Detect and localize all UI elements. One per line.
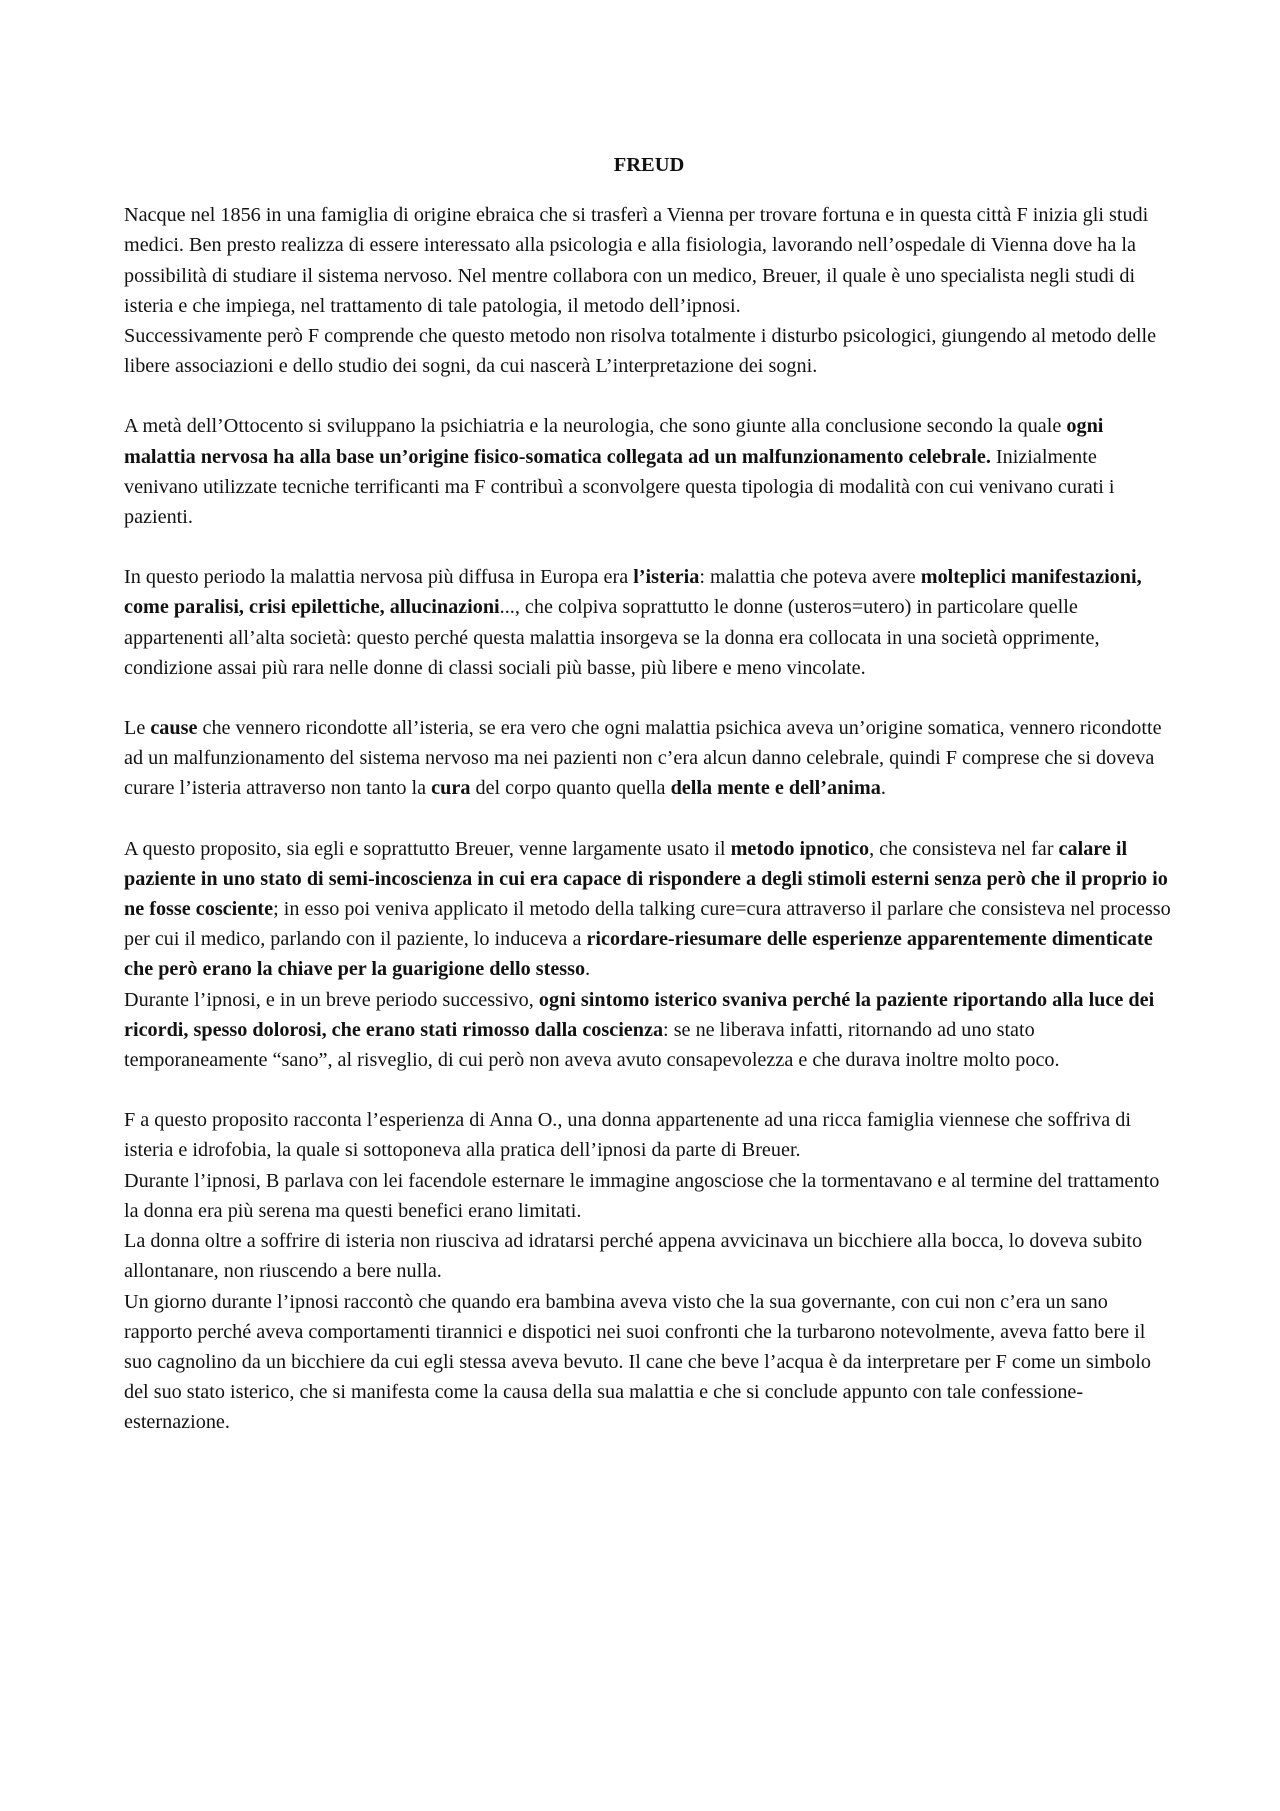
text-run: Le bbox=[124, 717, 151, 740]
text-run: Nacque nel 1856 in una famiglia di origine ebraica che si trasferì a Vienna per trovare fortuna e in questa città F inizia gli studi medici. Ben presto realizza di essere interessato alla psicologia e alla fisiologia, lavorando nell’ospedale di Vienna dove ha la possibilità di studiare il sistema nervoso. Nel mentre collabora con un medico, Breuer, il quale è uno specialista negli studi di isteria e che impiega, nel trattamento di tale patologia, il metodo dell’ipnosi. bbox=[124, 204, 1149, 317]
text-run: Inizialmente venivano utilizzate tecniche terrificanti ma F contribuì a sconvolgere questa tipologia di modalità con cui venivano curati i pazienti. bbox=[124, 445, 1115, 529]
text-run: . bbox=[585, 958, 591, 981]
paragraph bbox=[124, 1105, 1174, 1165]
text-run: A metà dell’Ottocento si sviluppano la psichiatria e la neurologia, che sono giunte alla conclusione secondo la quale bbox=[124, 415, 1067, 438]
bold-text: ogni malattia nervosa ha alla base un’origine fisico-somatica collegata ad un malfunzionamento celebrale. bbox=[124, 415, 1104, 468]
text-run: Successivamente però F comprende che questo metodo non risolva totalmente i disturbo psicologici, giungendo al metodo delle libere associazioni e dello studio dei sogni, da cui nascerà L’interpretazione dei sogni. bbox=[124, 325, 1157, 378]
paragraph bbox=[124, 1166, 1174, 1226]
bold-text: cause bbox=[150, 717, 198, 740]
text-run: F a questo proposito racconta l’esperienza di Anna O., una donna appartenente ad una ricca famiglia viennese che soffriva di isteria e idrofobia, la quale si sottoponeva alla pratica dell’ipnosi da parte di Breuer. bbox=[124, 1109, 1131, 1162]
paragraph bbox=[124, 1287, 1174, 1438]
text-run: : se ne liberava infatti, ritornando ad uno stato temporaneamente “sano”, al risveglio, di cui però non aveva avuto consapevolezza e che durava inoltre molto poco. bbox=[124, 1018, 1060, 1072]
paragraph bbox=[124, 1226, 1174, 1286]
paragraph bbox=[124, 562, 1174, 683]
bold-text: l’isteria bbox=[633, 566, 700, 589]
text-run: Durante l’ipnosi, e in un breve periodo successivo, bbox=[124, 988, 539, 1011]
text-run: del corpo quanto quella bbox=[470, 777, 671, 800]
bold-text: ricordare-riesumare delle esperienze apparentemente dimenticate che però erano la chiave per la guarigione dello stesso bbox=[124, 928, 1153, 981]
text-run: Durante l’ipnosi, B parlava con lei facendole esternare le immagine angosciose che la tormentavano e al termine del trattamento la donna era più serena ma questi benefici erano limitati. bbox=[124, 1169, 1160, 1222]
document-body bbox=[124, 200, 1174, 1437]
text-run: In questo periodo la malattia nervosa più diffusa in Europa era bbox=[124, 566, 634, 589]
bold-text: cura bbox=[431, 777, 471, 800]
paragraph bbox=[124, 321, 1174, 381]
bold-text: molteplici manifestazioni, come paralisi, crisi epilettiche, allucinazioni bbox=[124, 566, 1142, 619]
document-page bbox=[124, 150, 1174, 1438]
text-run: La donna oltre a soffrire di isteria non riusciva ad idratarsi perché appena avvicinava un bicchiere alla bocca, lo doveva subito allontanare, non riuscendo a bere nulla. bbox=[124, 1230, 1143, 1283]
paragraph bbox=[124, 834, 1174, 985]
text-run: Un giorno durante l’ipnosi raccontò che quando era bambina aveva visto che la sua governante, con cui non c’era un sano rapporto perché aveva comportamenti tirannici e dispotici nei suoi confronti che la turbarono notevolmente, aveva fatto bere il suo cagnolino da un bicchiere da cui egli stessa aveva bevuto. Il cane che beve l’acqua è da interpretare per F come un simbolo del suo stato isterico, che si manifesta come la causa della sua malattia e che si conclude appunto con tale confessione-esternazione. bbox=[124, 1290, 1151, 1434]
text-run: ..., che colpiva soprattutto le donne (usteros=utero) in particolare quelle appartenenti all’alta società: questo perché questa malattia insorgeva se la donna era collocata in una società opprimente, condizione assai più rara nelle donne di classi sociali più basse, più libere e meno vincolate. bbox=[124, 596, 1100, 679]
page-title: FREUD bbox=[613, 154, 685, 176]
paragraph bbox=[124, 200, 1174, 321]
paragraph bbox=[124, 411, 1174, 532]
bold-text: ogni sintomo isterico svaniva perché la paziente riportando alla luce dei ricordi, spesso dolorosi, che erano stati rimosso dalla coscienza bbox=[124, 988, 1155, 1041]
text-run: . bbox=[880, 777, 886, 800]
text-run: , che consisteva nel far bbox=[869, 837, 1059, 860]
bold-text: calare il paziente in uno stato di semi-incoscienza in cui era capace di rispondere a degli stimoli esterni senza però che il proprio io ne fosse cosciente bbox=[124, 837, 1168, 921]
paragraph bbox=[124, 713, 1174, 804]
bold-text: metodo ipnotico bbox=[730, 837, 870, 860]
text-run: che vennero ricondotte all’isteria, se era vero che ogni malattia psichica aveva un’origine somatica, vennero ricondotte ad un malfunzionamento del sistema nervoso ma nei pazienti non c’era alcun danno celebrale, quindi F comprese che si doveva curare l’isteria attraverso non tanto la bbox=[124, 717, 1162, 800]
text-run: : malattia che poteva avere bbox=[699, 566, 921, 589]
text-run: A questo proposito, sia egli e soprattutto Breuer, venne largamente usato il bbox=[124, 837, 731, 860]
bold-text: della mente e dell’anima bbox=[670, 777, 881, 800]
paragraph bbox=[124, 985, 1174, 1076]
text-run: ; in esso poi veniva applicato il metodo della talking cure=cura attraverso il parlare che consisteva nel processo per cui il medico, parlando con il paziente, lo induceva a bbox=[124, 898, 1171, 951]
